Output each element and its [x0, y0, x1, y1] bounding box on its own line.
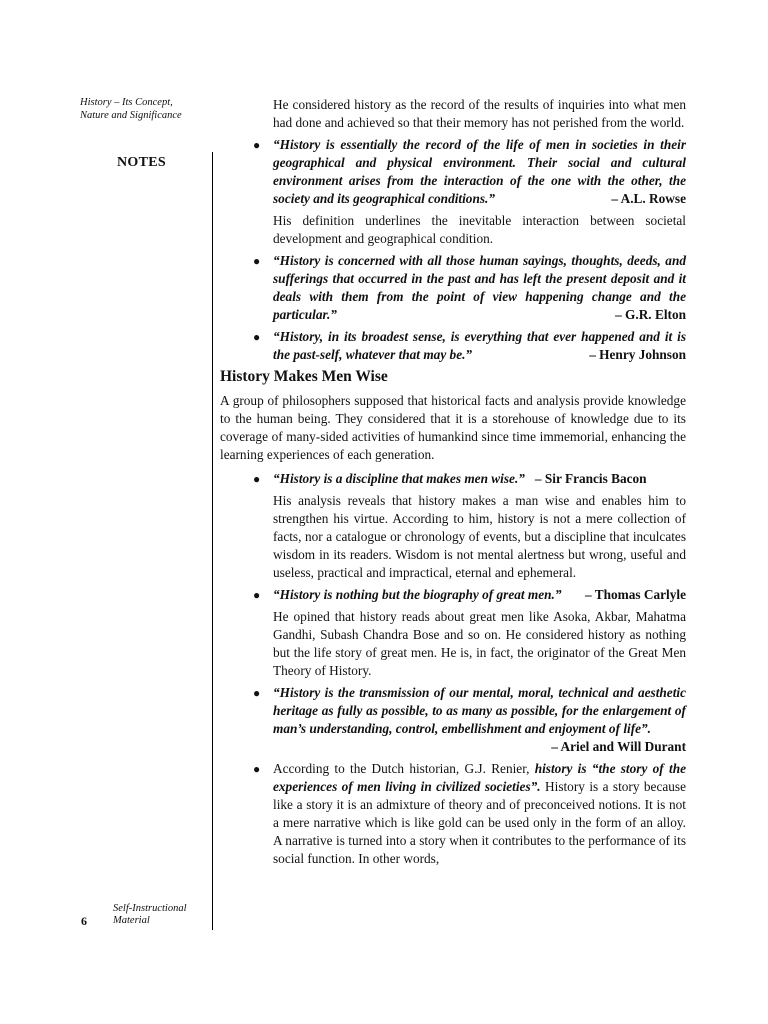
quote-renier: history is “the story of the experiences of men living in civilized societies”. [273, 761, 686, 794]
footer-label-line-2: Material [113, 915, 150, 926]
comment-bacon: His analysis reveals that history makes a man wise and enables him to strengthen his virtue. According to him, history is not a mere collection of facts, nor a catalogue or chronology of events, but a discipline that inculcates wisdom in its readers. Wisdom is not mental alertness but wrong, useful and useless, practical and impractical, eternal and ephemeral. [273, 493, 686, 580]
running-title-line-2: Nature and Significance [80, 110, 182, 121]
author-bacon: – Sir Francis Bacon [534, 471, 647, 486]
list-item-elton [253, 252, 686, 324]
running-title [80, 96, 230, 122]
quote-elton: “History is concerned with all those human sayings, thoughts, deeds, and sufferings that occurred in the past and has left the present deposit and it deals with them from the point of view happening change and the particular.” [273, 253, 686, 322]
quote-carlyle: “History is nothing but the biography of great men.” [273, 587, 562, 602]
main-content [220, 96, 686, 868]
running-title-line-1: History – Its Concept, [80, 97, 173, 108]
quote-rowse: “History is essentially the record of the life of men in societies in their geographical and physical environment. Their social and cultural environment arises from the interaction of the one with the other, the society and its geographical conditions.” [273, 137, 686, 206]
author-carlyle: – Thomas Carlyle [585, 587, 686, 602]
quote-bacon: “History is a discipline that makes men wise.” [273, 471, 525, 486]
quote-durant: “History is the transmission of our mental, moral, technical and aesthetic heritage as fully as possible, to as many as possible, for the enlargement of man’s understanding, control, embellishment and enjoyment of life”. [273, 685, 686, 736]
intro-paragraph: He considered history as the record of the results of inquiries into what men had done and achieved so that their memory has not perished from the world. [273, 97, 686, 130]
footer-label [113, 903, 213, 927]
comment-carlyle: He opined that history reads about great men like Asoka, Akbar, Mahatma Gandhi, Subash Chandra Bose and so on. He considered history as nothing but the life story of great men. He is, in fact, the originator of the Great Men Theory of History. [273, 609, 686, 678]
list-item-renier [253, 760, 686, 868]
bullet-icon: ● [253, 472, 261, 486]
author-durant: – Ariel and Will Durant [551, 739, 686, 754]
bullet-icon: ● [253, 254, 261, 268]
notes-label: NOTES [117, 155, 166, 170]
bullet-icon: ● [253, 588, 261, 602]
author-elton: – G.R. Elton [615, 307, 686, 322]
bullet-icon: ● [253, 762, 261, 776]
margin-divider [212, 152, 213, 930]
section-paragraph: A group of philosophers supposed that historical facts and analysis provide knowledge to the human being. They considered that it is a storehouse of knowledge due to its coverage of many-sided activities of humankind since time immemorial, enhancing the learning experiences of each generation. [220, 393, 686, 462]
author-rowse: – A.L. Rowse [611, 191, 686, 206]
page-number: 6 [81, 914, 87, 928]
section-heading: History Makes Men Wise [220, 368, 388, 385]
footer-label-line-1: Self-Instructional [113, 903, 187, 914]
quote-johnson: “History, in its broadest sense, is everything that ever happened and it is the past-self, whatever that may be.” [273, 329, 686, 362]
renier-text: History is a story because like a story it is an admixture of theory and of preconceived notions. It is not a mere narrative which is like gold can be used only in the form of an alloy. A narrative is turned into a story when it contributes to the performance of its social function. In other words, [273, 779, 686, 866]
author-johnson: – Henry Johnson [589, 347, 686, 362]
list-item-durant [253, 684, 686, 756]
list-item-carlyle [253, 586, 686, 604]
renier-prefix: According to the Dutch historian, G.J. Renier, [273, 761, 535, 776]
list-item-bacon [253, 470, 686, 488]
bullet-icon: ● [253, 330, 261, 344]
bullet-icon: ● [253, 138, 261, 152]
bullet-icon: ● [253, 686, 261, 700]
list-item-rowse [253, 136, 686, 208]
comment-rowse: His definition underlines the inevitable interaction between societal development and geographical condition. [273, 213, 686, 246]
list-item-johnson [253, 328, 686, 364]
